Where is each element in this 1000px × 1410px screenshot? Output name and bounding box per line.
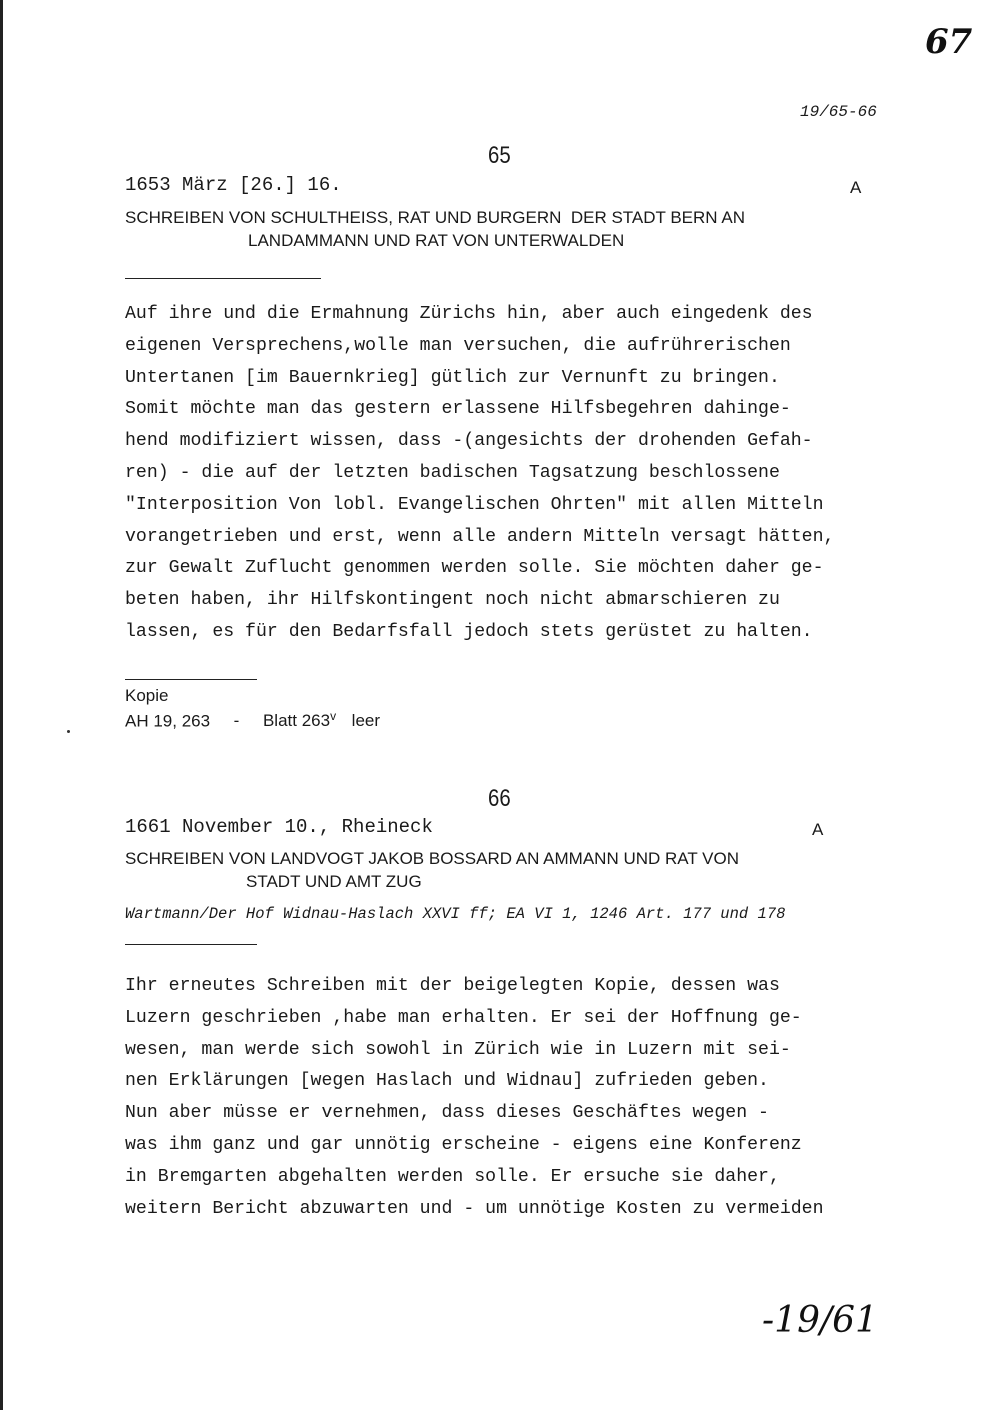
separator-rule: [125, 944, 257, 945]
body-line: "Interposition Von lobl. Evangelischen Ohrten" mit allen Mitteln: [125, 494, 824, 515]
document-body: [125, 971, 915, 1225]
body-line: Luzern geschrieben ,habe man erhalten. Er sei der Hoffnung ge-: [125, 1007, 802, 1028]
body-line: wesen, man werde sich sowohl in Zürich wie in Luzern mit sei-: [125, 1039, 791, 1060]
scan-speck: [67, 730, 70, 733]
body-line: hend modifiziert wissen, dass -(angesichts der drohenden Gefah-: [125, 431, 813, 452]
body-line: vorangetrieben und erst, wenn alle andern Mitteln versagt hätten,: [125, 526, 835, 547]
source-reference: [125, 709, 380, 731]
body-line: beten haben, ihr Hilfskontingent noch nicht abmarschieren zu: [125, 590, 780, 611]
document-date: 1653 März [26.] 16.: [125, 174, 342, 196]
document-category-letter: A: [850, 178, 862, 197]
body-line: Somit möchte man das gestern erlassene Hilfsbegehren dahinge-: [125, 399, 791, 420]
body-line: lassen, es für den Bedarfsfall jedoch stets gerüstet zu halten.: [125, 621, 813, 642]
scan-edge: [0, 0, 3, 1410]
separator-rule: [125, 679, 257, 680]
body-line: Nun aber müsse er vernehmen, dass dieses Geschäftes wegen -: [125, 1103, 769, 1124]
body-line: Auf ihre und die Ermahnung Zürichs hin, aber auch eingedenk des: [125, 304, 813, 324]
handwritten-archive-number: -19/61: [762, 1300, 878, 1341]
separator-rule: [125, 278, 321, 279]
body-line: weitern Bericht abzuwarten und - um unnötige Kosten zu vermeiden: [125, 1198, 824, 1219]
source-blatt: Blatt 263: [262, 711, 331, 731]
document-title-line1: SCHREIBEN VON SCHULTHEISS, RAT UND BURGERN DER STADT BERN AN: [125, 208, 745, 227]
source-dash: -: [233, 711, 240, 731]
handwritten-page-mark: 67: [925, 22, 973, 62]
document-title-line2: LANDAMMANN UND RAT VON UNTERWALDEN: [248, 231, 625, 250]
body-line: Ihr erneutes Schreiben mit der beigelegten Kopie, dessen was: [125, 976, 780, 996]
body-line: ren) - die auf der letzten badischen Tagsatzung beschlossene: [125, 462, 780, 483]
document-number: 66: [488, 785, 511, 812]
archive-reference: 19/65-66: [800, 103, 877, 121]
document-category-letter: A: [812, 820, 824, 839]
document-number: 65: [488, 142, 511, 169]
document-title-line1: SCHREIBEN VON LANDVOGT JAKOB BOSSARD AN AMMANN UND RAT VON: [125, 849, 740, 868]
source-verso: v: [330, 709, 337, 723]
body-line: eigenen Versprechens,wolle man versuchen, die aufrührerischen: [125, 335, 791, 356]
body-line: in Bremgarten abgehalten werden solle. Er ersuche sie daher,: [125, 1166, 780, 1187]
body-line: was ihm ganz und gar unnötig erscheine - eigens eine Konferenz: [125, 1134, 802, 1155]
body-line: Untertanen [im Bauernkrieg] gütlich zur Vernunft zu bringen.: [125, 367, 780, 388]
source-leer: leer: [351, 711, 381, 731]
document-body: [125, 299, 915, 649]
body-line: nen Erklärungen [wegen Haslach und Widnau] zufrieden geben.: [125, 1071, 769, 1092]
body-line: zur Gewalt Zuflucht genommen werden solle. Sie möchten daher ge-: [125, 558, 824, 579]
source-type: Kopie: [125, 686, 169, 705]
literature-citation: Wartmann/Der Hof Widnau-Haslach XXVI ff; EA VI 1, 1246 Art. 177 und 178: [125, 905, 786, 923]
source-archive: AH 19, 263: [125, 711, 211, 731]
document-date: 1661 November 10., Rheineck: [125, 816, 433, 838]
document-title-line2: STADT UND AMT ZUG: [246, 872, 422, 891]
